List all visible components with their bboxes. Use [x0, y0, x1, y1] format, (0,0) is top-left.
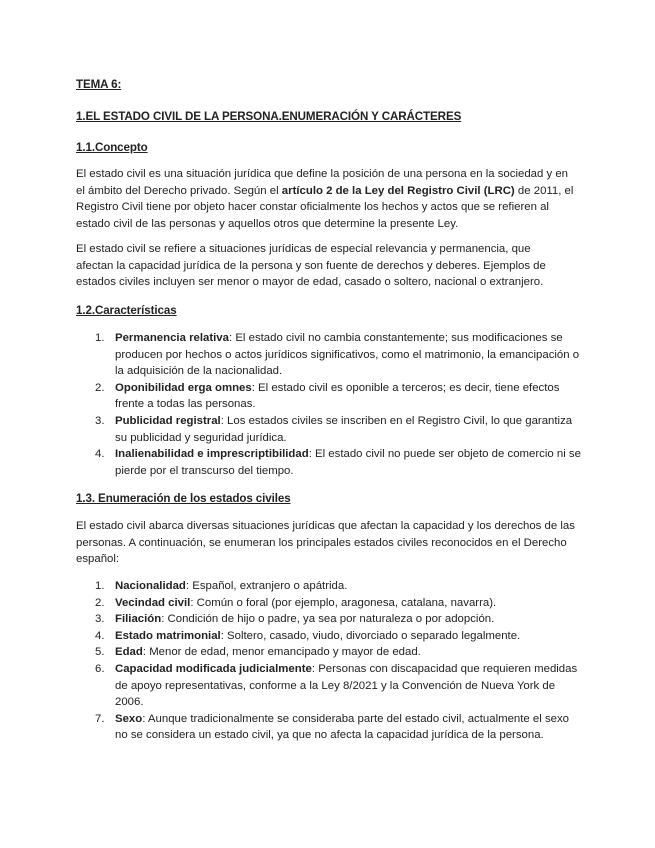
list-text: : Personas con discapacidad que requieren medidas de apoyo representativas, conforme a la Ley 8/2021 y la Convención de Nueva York de 2006.: [115, 662, 578, 709]
heading-concepto: 1.1.Concepto: [76, 141, 148, 154]
list-item: [76, 628, 581, 645]
list-number: 1.: [95, 580, 105, 592]
list-number: 1.: [95, 332, 105, 344]
list-item: [76, 446, 581, 479]
concepto-p1-text-a: El estado civil es una situación jurídica que define la posición de una persona en la sociedad y en el ámbito del Derecho privado. Según el: [76, 168, 569, 197]
list-number: 4.: [95, 448, 105, 461]
list-term: Edad: [115, 646, 143, 659]
list-term: Capacidad modificada judicialmente: [115, 662, 312, 675]
list-text: : El estado civil no cambia constantemente; sus modificaciones se producen por hechos o actos jurídicos significativos, como el matrimonio, la emancipación o la adquisición de la nacionalidad.: [115, 332, 580, 378]
list-text: : El estado civil no puede ser objeto de comercio ni se pierde por el transcurso del tiempo.: [115, 448, 581, 477]
list-number: 2.: [95, 596, 105, 609]
list-term: Inalienabilidad e imprescriptibilidad: [115, 448, 309, 461]
concepto-paragraph-2: El estado civil se refiere a situaciones jurídicas de especial relevancia y permanencia, que afectan la capacidad jurídica de la persona y son fuente de derechos y deberes. Ejemplos de estados civiles incluyen ser menor o mayor de edad, casado o soltero, nacional o extranjero.: [76, 243, 546, 289]
list-number: 3.: [95, 414, 105, 427]
document-title: 1.EL ESTADO CIVIL DE LA PERSONA.ENUMERACIÓN Y CARÁCTERES: [76, 110, 462, 123]
concepto-paragraph-1: [76, 166, 576, 232]
list-term: Filiación: [115, 613, 162, 626]
list-text: : Aunque tradicionalmente se consideraba parte del estado civil, actualmente el sexo no se considera un estado civil, ya que no afecta la capacidad jurídica de la persona.: [115, 712, 570, 742]
list-item: [76, 644, 581, 661]
list-item: [76, 661, 581, 711]
tema-label: TEMA 6:: [76, 78, 122, 91]
list-term: Estado matrimonial: [115, 629, 221, 642]
list-item: [76, 413, 581, 446]
caracteristicas-list: [76, 330, 581, 479]
heading-enumeracion: 1.3. Enumeración de los estados civiles: [76, 492, 291, 505]
heading-caracteristicas: 1.2.Características: [76, 304, 177, 317]
estados-civiles-list: [76, 578, 581, 744]
list-term: Publicidad registral: [115, 414, 221, 427]
list-number: 6.: [95, 662, 105, 675]
list-text: : Los estados civiles se inscriben en el Registro Civil, lo que garantiza su publicidad y seguridad jurídica.: [115, 414, 573, 444]
list-item: [76, 595, 581, 612]
list-text: : Soltero, casado, viudo, divorciado o separado legalmente.: [220, 629, 521, 642]
list-item: [76, 578, 581, 595]
list-number: 7.: [95, 712, 105, 725]
list-term: Oponibilidad erga omnes: [115, 381, 252, 394]
list-number: 5.: [95, 646, 105, 659]
list-text: : Español, extranjero o apátrida.: [185, 580, 348, 592]
list-number: 2.: [95, 381, 105, 394]
list-text: : Menor de edad, menor emancipado y mayor de edad.: [142, 646, 421, 659]
enumeracion-intro: El estado civil abarca diversas situaciones jurídicas que afectan la capacidad y los derechos de las personas. A continuación, se enumeran los principales estados civiles reconocidos en el Derecho español:: [76, 520, 575, 566]
concepto-p1-bold-ref: artículo 2 de la Ley del Registro Civil (LRC): [281, 184, 515, 197]
list-term: Nacionalidad: [115, 580, 186, 592]
list-number: 4.: [95, 629, 105, 642]
list-item: [76, 611, 581, 628]
list-term: Permanencia relativa: [115, 332, 229, 344]
list-text: : Común o foral (por ejemplo, aragonesa, catalana, navarra).: [190, 596, 497, 609]
list-term: Vecindad civil: [115, 596, 191, 609]
list-item: [76, 380, 581, 413]
list-number: 3.: [95, 613, 105, 626]
list-item: [76, 330, 581, 380]
list-text: : El estado civil es oponible a terceros; es decir, tiene efectos frente a todas las personas.: [115, 381, 560, 411]
list-item: [76, 711, 581, 744]
list-text: : Condición de hijo o padre, ya sea por naturaleza o por adopción.: [161, 613, 495, 626]
concepto-p1-text-b: de 2011, el Registro Civil tiene por objeto hacer constar oficialmente los hechos y actos que se refieren al estado civil de las personas y aquellos otros que determine la presente Ley.: [76, 184, 574, 230]
list-term: Sexo: [115, 712, 143, 725]
